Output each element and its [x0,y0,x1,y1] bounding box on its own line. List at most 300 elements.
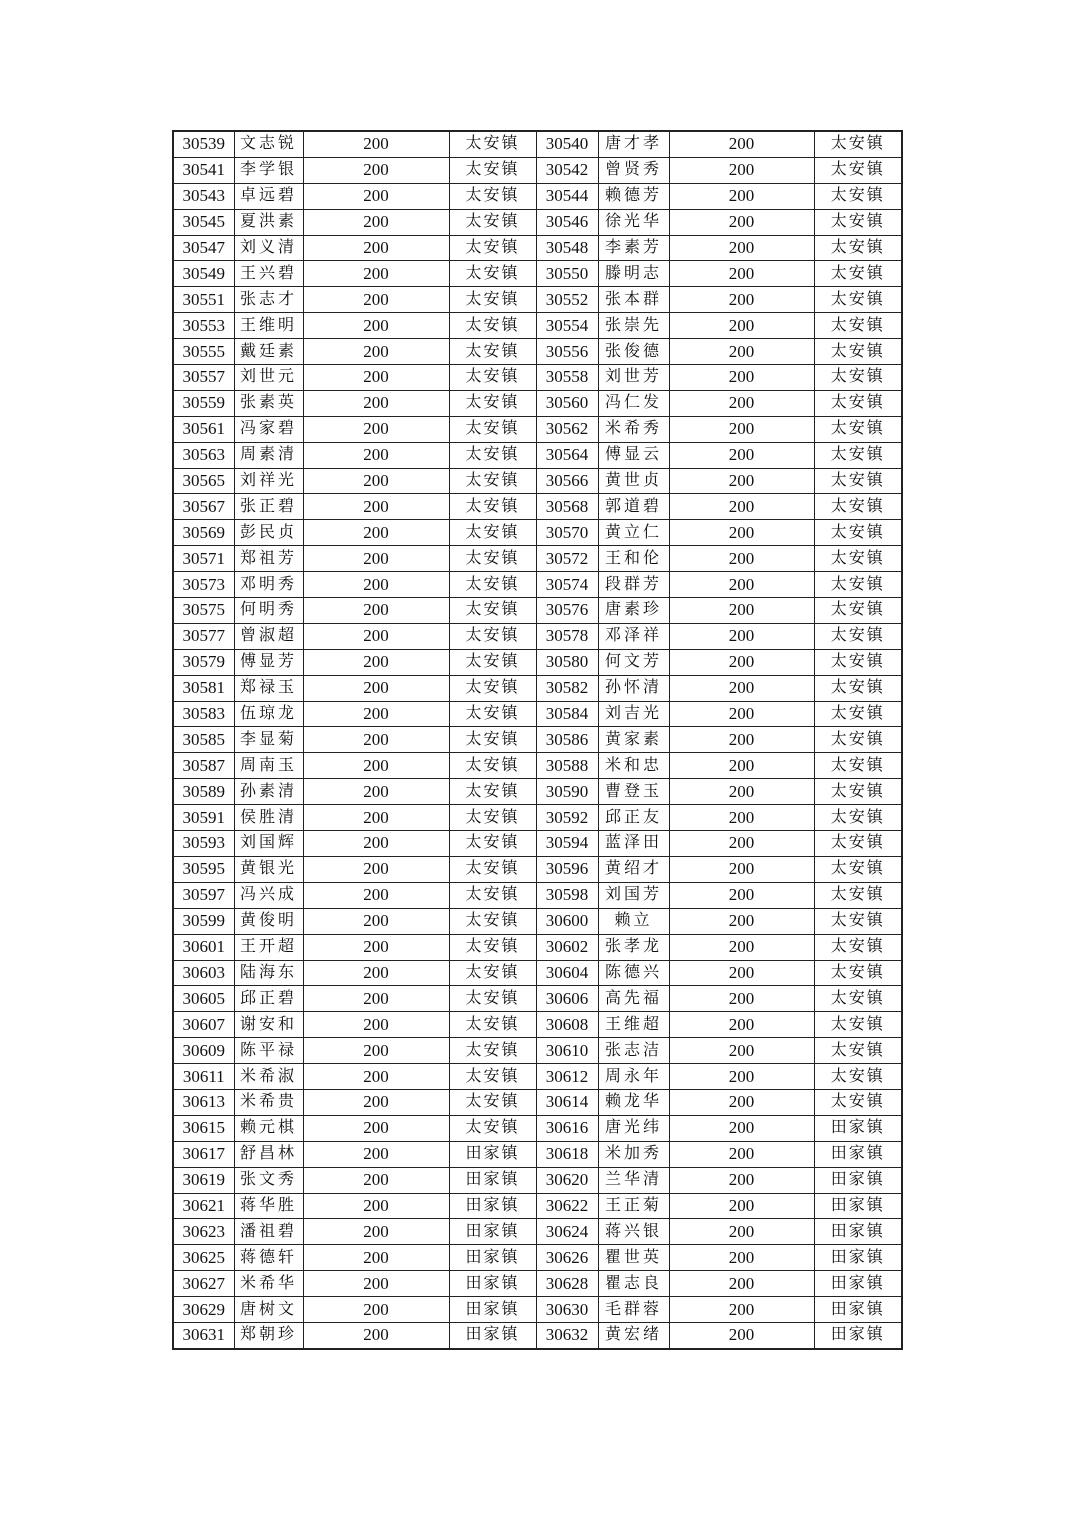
amount-cell: 200 [669,235,814,261]
id-cell: 30563 [173,442,234,468]
table-row [173,546,902,572]
amount-cell: 200 [669,390,814,416]
town-cell: 太安镇 [814,572,902,598]
table-row [173,572,902,598]
id-cell: 30540 [536,131,598,157]
amount-cell: 200 [303,1322,449,1348]
amount-cell: 200 [303,1089,449,1115]
town-cell: 太安镇 [814,882,902,908]
town-cell: 田家镇 [449,1141,536,1167]
name-cell: 瞿世英 [598,1245,669,1271]
amount-cell: 200 [303,882,449,908]
amount-cell: 200 [669,805,814,831]
town-cell: 太安镇 [814,235,902,261]
town-cell: 太安镇 [814,986,902,1012]
name-cell: 黄立仁 [598,520,669,546]
amount-cell: 200 [669,313,814,339]
name-cell: 张素英 [234,390,303,416]
amount-cell: 200 [303,1064,449,1090]
name-cell: 傅显云 [598,442,669,468]
amount-cell: 200 [669,1167,814,1193]
name-cell: 黄俊明 [234,908,303,934]
name-cell: 卓远碧 [234,183,303,209]
id-cell: 30547 [173,235,234,261]
town-cell: 太安镇 [814,494,902,520]
id-cell: 30620 [536,1167,598,1193]
table-row [173,313,902,339]
table-row [173,623,902,649]
amount-cell: 200 [669,701,814,727]
name-cell: 滕明志 [598,261,669,287]
table-row [173,520,902,546]
town-cell: 太安镇 [814,649,902,675]
name-cell: 邱正碧 [234,986,303,1012]
id-cell: 30567 [173,494,234,520]
town-cell: 田家镇 [449,1322,536,1348]
name-cell: 夏洪素 [234,209,303,235]
amount-cell: 200 [669,1115,814,1141]
town-cell: 太安镇 [814,831,902,857]
table-row [173,1012,902,1038]
town-cell: 太安镇 [449,649,536,675]
town-cell: 太安镇 [814,908,902,934]
id-cell: 30616 [536,1115,598,1141]
name-cell: 冯兴成 [234,882,303,908]
town-cell: 田家镇 [814,1297,902,1323]
name-cell: 张孝龙 [598,934,669,960]
table-row [173,287,902,313]
table-row [173,727,902,753]
town-cell: 太安镇 [449,365,536,391]
table-body [173,131,902,1349]
amount-cell: 200 [303,157,449,183]
id-cell: 30624 [536,1219,598,1245]
name-cell: 唐才孝 [598,131,669,157]
name-cell: 曾贤秀 [598,157,669,183]
name-cell: 瞿志良 [598,1271,669,1297]
town-cell: 太安镇 [449,727,536,753]
amount-cell: 200 [303,287,449,313]
table-row [173,1322,902,1348]
amount-cell: 200 [669,1271,814,1297]
amount-cell: 200 [669,675,814,701]
name-cell: 赖德芳 [598,183,669,209]
name-cell: 毛群蓉 [598,1297,669,1323]
amount-cell: 200 [303,209,449,235]
id-cell: 30581 [173,675,234,701]
name-cell: 刘世芳 [598,365,669,391]
amount-cell: 200 [303,339,449,365]
name-cell: 刘祥光 [234,468,303,494]
id-cell: 30571 [173,546,234,572]
id-cell: 30548 [536,235,598,261]
amount-cell: 200 [303,235,449,261]
name-cell: 赖立 [598,908,669,934]
id-cell: 30576 [536,598,598,624]
amount-cell: 200 [669,779,814,805]
amount-cell: 200 [669,934,814,960]
table-row [173,1245,902,1271]
town-cell: 太安镇 [449,494,536,520]
id-cell: 30617 [173,1141,234,1167]
table-row [173,494,902,520]
name-cell: 米希淑 [234,1064,303,1090]
id-cell: 30546 [536,209,598,235]
name-cell: 郑禄玉 [234,675,303,701]
table-row [173,701,902,727]
town-cell: 太安镇 [814,313,902,339]
name-cell: 张本群 [598,287,669,313]
id-cell: 30550 [536,261,598,287]
id-cell: 30630 [536,1297,598,1323]
id-cell: 30551 [173,287,234,313]
town-cell: 太安镇 [449,339,536,365]
amount-cell: 200 [303,468,449,494]
amount-cell: 200 [669,572,814,598]
name-cell: 米希贵 [234,1089,303,1115]
town-cell: 太安镇 [814,701,902,727]
id-cell: 30574 [536,572,598,598]
town-cell: 田家镇 [814,1167,902,1193]
name-cell: 蓝泽田 [598,831,669,857]
amount-cell: 200 [669,1245,814,1271]
name-cell: 李素芳 [598,235,669,261]
id-cell: 30618 [536,1141,598,1167]
name-cell: 高先福 [598,986,669,1012]
id-cell: 30552 [536,287,598,313]
amount-cell: 200 [669,649,814,675]
amount-cell: 200 [669,1297,814,1323]
town-cell: 太安镇 [449,1012,536,1038]
amount-cell: 200 [303,520,449,546]
amount-cell: 200 [303,1167,449,1193]
town-cell: 太安镇 [449,753,536,779]
id-cell: 30600 [536,908,598,934]
name-cell: 冯仁发 [598,390,669,416]
name-cell: 陈平禄 [234,1038,303,1064]
amount-cell: 200 [669,468,814,494]
id-cell: 30565 [173,468,234,494]
town-cell: 太安镇 [814,287,902,313]
table-row [173,1115,902,1141]
town-cell: 田家镇 [814,1322,902,1348]
name-cell: 黄世贞 [598,468,669,494]
amount-cell: 200 [303,675,449,701]
id-cell: 30629 [173,1297,234,1323]
town-cell: 田家镇 [449,1193,536,1219]
name-cell: 刘吉光 [598,701,669,727]
id-cell: 30611 [173,1064,234,1090]
name-cell: 曾淑超 [234,623,303,649]
table-row [173,882,902,908]
name-cell: 张文秀 [234,1167,303,1193]
town-cell: 田家镇 [449,1297,536,1323]
id-cell: 30590 [536,779,598,805]
town-cell: 太安镇 [449,598,536,624]
amount-cell: 200 [303,623,449,649]
amount-cell: 200 [669,727,814,753]
town-cell: 田家镇 [449,1219,536,1245]
name-cell: 曹登玉 [598,779,669,805]
name-cell: 周南玉 [234,753,303,779]
id-cell: 30544 [536,183,598,209]
id-cell: 30619 [173,1167,234,1193]
town-cell: 太安镇 [814,598,902,624]
name-cell: 黄绍才 [598,856,669,882]
name-cell: 唐树文 [234,1297,303,1323]
id-cell: 30597 [173,882,234,908]
name-cell: 刘国芳 [598,882,669,908]
town-cell: 太安镇 [449,701,536,727]
id-cell: 30598 [536,882,598,908]
town-cell: 太安镇 [814,1089,902,1115]
table-row [173,442,902,468]
id-cell: 30606 [536,986,598,1012]
name-cell: 王正菊 [598,1193,669,1219]
table-row [173,209,902,235]
amount-cell: 200 [303,598,449,624]
amount-cell: 200 [669,1322,814,1348]
name-cell: 孙素清 [234,779,303,805]
name-cell: 唐素珍 [598,598,669,624]
id-cell: 30582 [536,675,598,701]
town-cell: 太安镇 [814,727,902,753]
amount-cell: 200 [669,1064,814,1090]
amount-cell: 200 [669,1193,814,1219]
id-cell: 30575 [173,598,234,624]
town-cell: 太安镇 [814,365,902,391]
amount-cell: 200 [303,131,449,157]
town-cell: 太安镇 [814,416,902,442]
name-cell: 张志才 [234,287,303,313]
name-cell: 郑朝珍 [234,1322,303,1348]
town-cell: 太安镇 [814,261,902,287]
table-row [173,753,902,779]
table-row [173,805,902,831]
amount-cell: 200 [669,753,814,779]
town-cell: 太安镇 [814,1012,902,1038]
id-cell: 30607 [173,1012,234,1038]
amount-cell: 200 [303,649,449,675]
id-cell: 30564 [536,442,598,468]
town-cell: 太安镇 [449,908,536,934]
amount-cell: 200 [669,209,814,235]
id-cell: 30610 [536,1038,598,1064]
id-cell: 30621 [173,1193,234,1219]
name-cell: 陆海东 [234,960,303,986]
table-row [173,235,902,261]
id-cell: 30542 [536,157,598,183]
amount-cell: 200 [303,908,449,934]
id-cell: 30608 [536,1012,598,1038]
amount-cell: 200 [669,1012,814,1038]
id-cell: 30579 [173,649,234,675]
amount-cell: 200 [669,157,814,183]
amount-cell: 200 [303,701,449,727]
town-cell: 太安镇 [814,1064,902,1090]
id-cell: 30605 [173,986,234,1012]
amount-cell: 200 [303,546,449,572]
name-cell: 邓泽祥 [598,623,669,649]
town-cell: 太安镇 [814,209,902,235]
id-cell: 30625 [173,1245,234,1271]
town-cell: 太安镇 [449,856,536,882]
id-cell: 30587 [173,753,234,779]
id-cell: 30562 [536,416,598,442]
town-cell: 太安镇 [449,1064,536,1090]
id-cell: 30553 [173,313,234,339]
town-cell: 太安镇 [449,1038,536,1064]
id-cell: 30588 [536,753,598,779]
id-cell: 30573 [173,572,234,598]
town-cell: 太安镇 [814,442,902,468]
town-cell: 太安镇 [449,572,536,598]
id-cell: 30615 [173,1115,234,1141]
name-cell: 文志锐 [234,131,303,157]
amount-cell: 200 [303,442,449,468]
town-cell: 太安镇 [814,390,902,416]
amount-cell: 200 [669,287,814,313]
id-cell: 30561 [173,416,234,442]
name-cell: 郭道碧 [598,494,669,520]
town-cell: 太安镇 [814,546,902,572]
id-cell: 30541 [173,157,234,183]
id-cell: 30604 [536,960,598,986]
town-cell: 太安镇 [814,623,902,649]
name-cell: 赖龙华 [598,1089,669,1115]
town-cell: 太安镇 [449,468,536,494]
amount-cell: 200 [669,1089,814,1115]
town-cell: 太安镇 [814,520,902,546]
amount-cell: 200 [303,494,449,520]
amount-cell: 200 [303,572,449,598]
amount-cell: 200 [303,313,449,339]
town-cell: 太安镇 [449,520,536,546]
name-cell: 伍琼龙 [234,701,303,727]
id-cell: 30628 [536,1271,598,1297]
id-cell: 30612 [536,1064,598,1090]
id-cell: 30559 [173,390,234,416]
table-row [173,986,902,1012]
table-row [173,131,902,157]
name-cell: 侯胜清 [234,805,303,831]
amount-cell: 200 [303,805,449,831]
id-cell: 30627 [173,1271,234,1297]
name-cell: 段群芳 [598,572,669,598]
id-cell: 30632 [536,1322,598,1348]
town-cell: 太安镇 [814,805,902,831]
name-cell: 戴廷素 [234,339,303,365]
name-cell: 陈德兴 [598,960,669,986]
town-cell: 太安镇 [814,675,902,701]
amount-cell: 200 [669,831,814,857]
town-cell: 太安镇 [814,157,902,183]
table-row [173,416,902,442]
id-cell: 30602 [536,934,598,960]
name-cell: 何明秀 [234,598,303,624]
name-cell: 周永年 [598,1064,669,1090]
name-cell: 米和忠 [598,753,669,779]
name-cell: 黄银光 [234,856,303,882]
table-row [173,1219,902,1245]
name-cell: 张志洁 [598,1038,669,1064]
amount-cell: 200 [303,986,449,1012]
town-cell: 太安镇 [449,287,536,313]
table-row [173,1064,902,1090]
name-cell: 周素清 [234,442,303,468]
amount-cell: 200 [303,934,449,960]
table-row [173,1141,902,1167]
town-cell: 田家镇 [814,1245,902,1271]
amount-cell: 200 [303,1297,449,1323]
id-cell: 30599 [173,908,234,934]
town-cell: 太安镇 [814,856,902,882]
id-cell: 30584 [536,701,598,727]
town-cell: 太安镇 [814,1038,902,1064]
name-cell: 米希华 [234,1271,303,1297]
amount-cell: 200 [669,986,814,1012]
town-cell: 太安镇 [449,157,536,183]
town-cell: 太安镇 [449,805,536,831]
town-cell: 太安镇 [814,131,902,157]
amount-cell: 200 [669,131,814,157]
name-cell: 王兴碧 [234,261,303,287]
amount-cell: 200 [303,390,449,416]
name-cell: 蒋德轩 [234,1245,303,1271]
town-cell: 田家镇 [449,1271,536,1297]
table-row [173,1167,902,1193]
id-cell: 30609 [173,1038,234,1064]
table-row [173,1271,902,1297]
id-cell: 30557 [173,365,234,391]
id-cell: 30614 [536,1089,598,1115]
town-cell: 太安镇 [449,235,536,261]
town-cell: 太安镇 [449,131,536,157]
table-row [173,831,902,857]
subsidy-list-table [172,130,903,1350]
name-cell: 王和伦 [598,546,669,572]
amount-cell: 200 [669,882,814,908]
name-cell: 王维超 [598,1012,669,1038]
id-cell: 30570 [536,520,598,546]
town-cell: 太安镇 [814,183,902,209]
town-cell: 太安镇 [449,986,536,1012]
town-cell: 太安镇 [449,779,536,805]
town-cell: 太安镇 [449,442,536,468]
id-cell: 30622 [536,1193,598,1219]
name-cell: 兰华清 [598,1167,669,1193]
table-row [173,1297,902,1323]
amount-cell: 200 [669,494,814,520]
name-cell: 孙怀清 [598,675,669,701]
id-cell: 30592 [536,805,598,831]
name-cell: 王开超 [234,934,303,960]
town-cell: 田家镇 [814,1193,902,1219]
amount-cell: 200 [303,183,449,209]
town-cell: 田家镇 [449,1245,536,1271]
town-cell: 太安镇 [449,313,536,339]
amount-cell: 200 [669,598,814,624]
name-cell: 刘国辉 [234,831,303,857]
amount-cell: 200 [669,546,814,572]
name-cell: 张俊德 [598,339,669,365]
amount-cell: 200 [303,261,449,287]
id-cell: 30545 [173,209,234,235]
name-cell: 潘祖碧 [234,1219,303,1245]
amount-cell: 200 [303,1193,449,1219]
table-row [173,1038,902,1064]
name-cell: 傅显芳 [234,649,303,675]
